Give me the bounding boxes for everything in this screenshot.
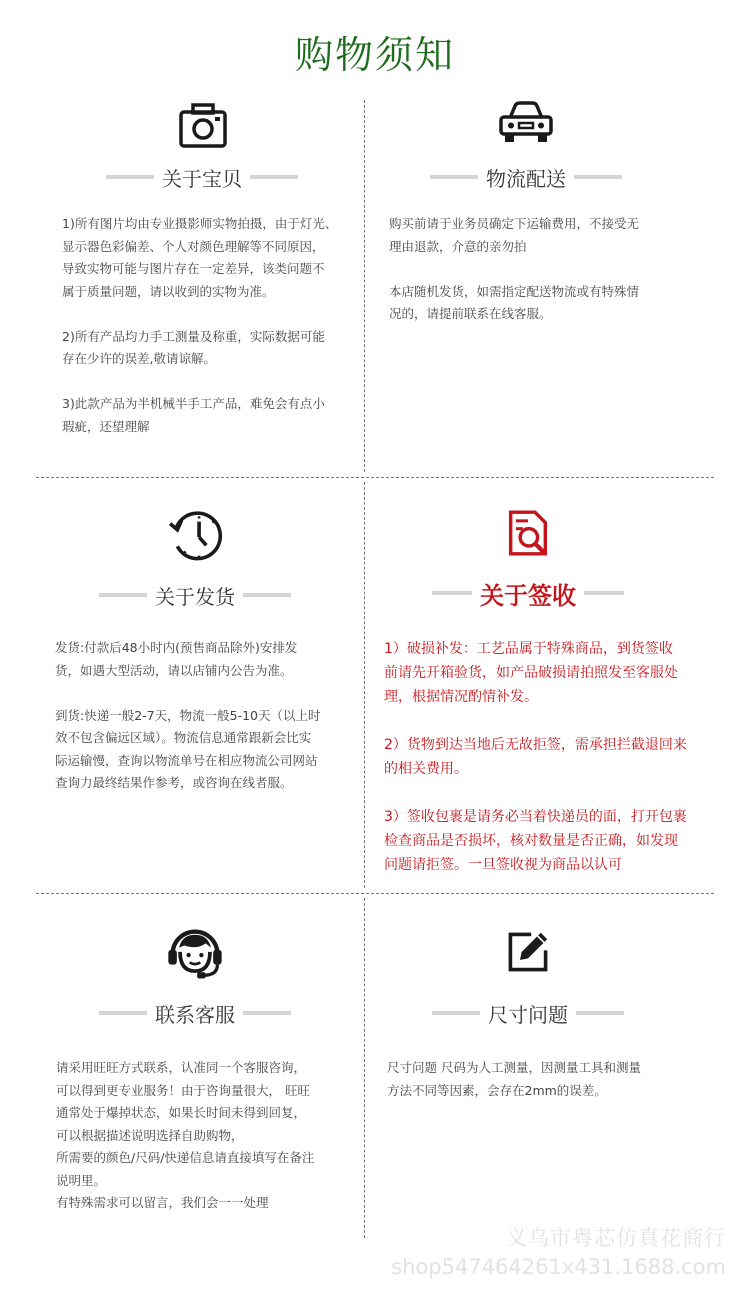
text-line: 属于质量问题，请以收到的实物为准。 (62, 283, 275, 299)
text-line: 的相关费用。 (384, 761, 468, 777)
vertical-divider-bottom (364, 898, 365, 1238)
section-text (384, 637, 687, 877)
text-line: 3)此款产品为半机械半手工产品，难免会有点小 (62, 396, 325, 411)
text-line: 尺寸问题 尺码为人工测量，因测量工具和测量 (387, 1060, 641, 1075)
watermark-shop-name: 义乌市粤芯仿真花商行 (506, 1226, 726, 1250)
text-line: 发货:付款后48小时内(预售商品除外)安排发 (55, 640, 298, 655)
section-heading (99, 580, 291, 610)
section-heading (430, 162, 622, 192)
section-heading (432, 578, 624, 608)
text-line: 方法不同等因素，会存在2mm的误差。 (387, 1082, 607, 1098)
inspect-icon (502, 507, 554, 559)
text-line: 理，根据情况酌情补发。 (384, 689, 538, 705)
text-line: 到货:快递一般2-7天，物流一般5-10天（以上时 (55, 707, 321, 723)
text-line: 1）破损补发：工艺品属于特殊商品，到货签收 (384, 641, 673, 657)
headset-icon (163, 922, 227, 986)
page-title: 购物须知 (294, 33, 455, 77)
text-line: 检查商品是否损坏，核对数量是否正确，如发现 (384, 833, 678, 849)
text-line: 可以根据描述说明选择自助购物， (56, 1127, 244, 1143)
section-text (389, 213, 639, 326)
section-text (56, 1057, 314, 1215)
text-line: 本店随机发货，如需指定配送物流或有特殊情 (389, 283, 640, 299)
text-line: 显示器色彩偏差、个人对颜色理解等不同原因， (62, 238, 325, 254)
text-line: 3）签收包裹是请务必当着快递员的面，打开包裹 (384, 809, 687, 825)
clock-icon (166, 505, 228, 567)
section-text (62, 213, 337, 438)
text-line: 有特殊需求可以留言，我们会一一处理 (56, 1195, 269, 1210)
text-line: 购买前请于业务员确定下运输费用，不接受无 (389, 216, 640, 231)
section-heading (99, 998, 291, 1028)
edit-icon (504, 928, 552, 976)
text-line: 际运输慢，查询以物流单号在相应物流公司网站 (55, 752, 318, 768)
section-text (55, 637, 321, 795)
horizontal-divider-2 (36, 893, 714, 894)
text-line: 存在少许的误差,敬请谅解。 (62, 351, 216, 366)
text-line: 2)所有产品均力手工测量及称重，实际数据可能 (62, 328, 325, 344)
section-heading (106, 162, 298, 192)
text-line: 2）货物到达当地后无故拒签，需承担拦截退回来 (384, 737, 687, 753)
text-line: 通常处于爆掉状态，如果长时间未得到回复， (56, 1105, 307, 1120)
camera-icon (173, 96, 233, 156)
text-line: 请采用旺旺方式联系，认准同一个客服咨询， (56, 1060, 307, 1075)
heading-text: 关于宝贝 (154, 163, 250, 192)
text-line: 可以得到更专业服务！由于咨询量很大， 旺旺 (56, 1082, 310, 1098)
text-line (62, 303, 337, 326)
text-line: 瑕疵，还望理解 (62, 418, 150, 434)
heading-text: 尺寸问题 (480, 999, 576, 1028)
text-line (62, 371, 337, 394)
horizontal-divider-1 (36, 477, 714, 478)
text-line (55, 682, 321, 705)
car-icon (496, 92, 556, 152)
section-text (387, 1057, 641, 1102)
text-line: 效不包含偏远区域）。物流信息通常跟新会比实 (55, 730, 312, 745)
heading-text: 关于签收 (472, 576, 584, 611)
vertical-divider-top (364, 100, 365, 472)
text-line: 查询力最终结果作参考，或咨询在线者服。 (55, 775, 293, 790)
text-line (389, 258, 639, 281)
vertical-divider-middle (364, 482, 365, 888)
text-line: 况的，请提前联系在线客服。 (389, 306, 552, 321)
text-line: 货，如遇大型活动，请以店铺内公告为准。 (55, 662, 293, 678)
text-line: 导致实物可能与图片存在一定差异，该类问题不 (62, 261, 325, 276)
text-line: 说明里。 (56, 1172, 107, 1188)
text-line (384, 709, 687, 733)
heading-text: 联系客服 (147, 999, 243, 1028)
text-line: 理由退款，介意的亲勿拍 (389, 238, 527, 254)
text-line: 前请先开箱验货，如产品破损请拍照发至客服处 (384, 665, 678, 681)
watermark-shop-url: shop547464261x431.1688.com (391, 1255, 726, 1279)
text-line: 问题请拒签。一旦签收视为商品以认可 (384, 857, 622, 873)
text-line: 1)所有图片均由专业摄影师实物拍摄，由于灯光、 (62, 216, 338, 231)
text-line (384, 781, 687, 805)
heading-text: 物流配送 (478, 163, 574, 192)
heading-text: 关于发货 (147, 581, 243, 610)
section-heading (432, 998, 624, 1028)
text-line: 所需要的颜色/尺码/快递信息请直接填写在备注 (56, 1150, 315, 1165)
